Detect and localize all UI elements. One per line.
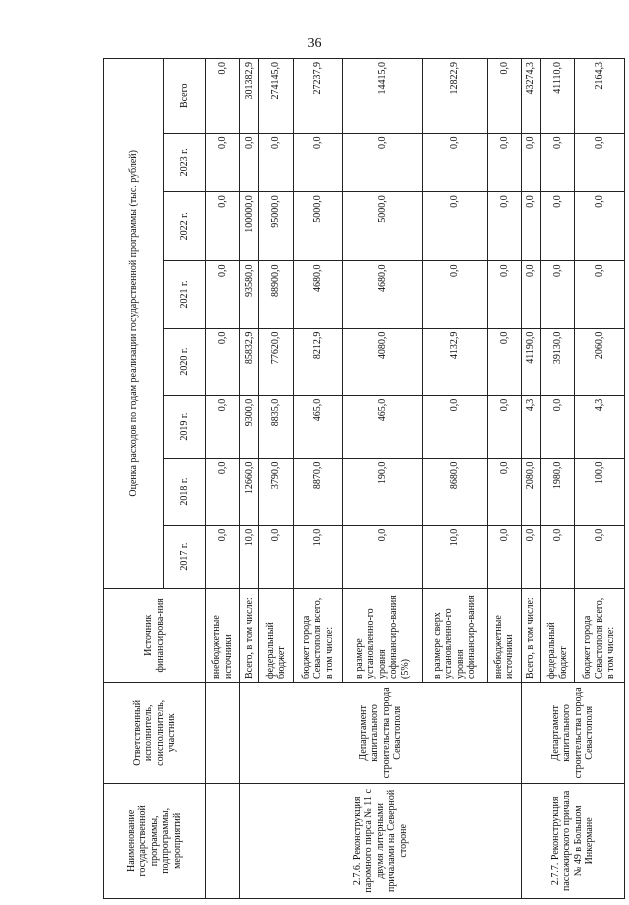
value-cell: 0,0	[521, 525, 540, 588]
value-cell: 0,0	[541, 192, 575, 261]
source-cell: внебюджетные источники	[206, 588, 240, 682]
value-cell: 9300,0	[240, 395, 259, 458]
value-cell: 8680,0	[423, 458, 488, 525]
value-cell: 93580,0	[240, 261, 259, 328]
value-cell: 0,0	[575, 133, 625, 192]
value-cell: 41190,0	[521, 328, 540, 395]
total-cell: 27237,9	[293, 59, 342, 134]
value-cell: 0,0	[521, 192, 540, 261]
header-executor: Ответственный исполнитель, соисполнитель, участник	[104, 682, 206, 783]
value-cell: 10,0	[293, 525, 342, 588]
source-cell: федеральный бюджет	[541, 588, 575, 682]
value-cell: 0,0	[541, 395, 575, 458]
value-cell: 0,0	[487, 328, 521, 395]
source-cell: внебюджетные источники	[487, 588, 521, 682]
value-cell: 5000,0	[343, 192, 423, 261]
header-year: 2017 г.	[164, 525, 206, 588]
header-name: Наименование государственной программы, подпрограммы, мероприятий	[104, 783, 206, 898]
value-cell: 0,0	[240, 133, 259, 192]
header-year: 2018 г.	[164, 458, 206, 525]
total-cell: 2164,3	[575, 59, 625, 134]
value-cell: 88900,0	[259, 261, 293, 328]
executor-cell: Департамент капитального строительства города Севастополя	[240, 682, 522, 783]
value-cell: 0,0	[206, 328, 240, 395]
expenditure-table	[103, 58, 625, 899]
value-cell: 4680,0	[343, 261, 423, 328]
value-cell: 4,3	[575, 395, 625, 458]
value-cell: 0,0	[206, 133, 240, 192]
value-cell: 5000,0	[293, 192, 342, 261]
value-cell: 0,0	[206, 395, 240, 458]
value-cell: 10,0	[423, 525, 488, 588]
value-cell: 0,0	[487, 192, 521, 261]
value-cell: 2080,0	[521, 458, 540, 525]
value-cell: 4080,0	[343, 328, 423, 395]
value-cell: 0,0	[541, 133, 575, 192]
table-row	[206, 59, 240, 899]
value-cell: 0,0	[423, 395, 488, 458]
source-cell: в размере установленно-го уровня софинансиро-вания (5%)	[343, 588, 423, 682]
value-cell: 4,3	[521, 395, 540, 458]
source-cell: Всего, в том числе:	[521, 588, 540, 682]
rotated-table-container	[103, 58, 625, 899]
value-cell: 95000,0	[259, 192, 293, 261]
value-cell: 0,0	[487, 395, 521, 458]
total-cell: 301382,9	[240, 59, 259, 134]
value-cell: 0,0	[259, 133, 293, 192]
value-cell: 1980,0	[541, 458, 575, 525]
program-name-cell	[206, 783, 240, 898]
total-cell: 41110,0	[541, 59, 575, 134]
value-cell: 0,0	[487, 525, 521, 588]
value-cell: 77620,0	[259, 328, 293, 395]
table-wrapper	[103, 58, 625, 899]
value-cell: 100000,0	[240, 192, 259, 261]
executor-cell: Департамент капитального строительства города Севастополя	[521, 682, 624, 783]
program-name-cell: 2.7.7. Реконструкция пассажирского причала № 49 в Большом Инкермане	[521, 783, 624, 898]
header-estimate: Оценка расходов по годам реализации государственной программы (тыс. рублей)	[104, 59, 164, 589]
value-cell: 0,0	[575, 261, 625, 328]
value-cell: 100,0	[575, 458, 625, 525]
total-cell: 43274,3	[521, 59, 540, 134]
page-number: 36	[307, 36, 322, 51]
value-cell: 2060,0	[575, 328, 625, 395]
value-cell: 0,0	[423, 192, 488, 261]
value-cell: 0,0	[206, 525, 240, 588]
value-cell: 0,0	[293, 133, 342, 192]
value-cell: 0,0	[521, 261, 540, 328]
total-cell: 0,0	[206, 59, 240, 134]
value-cell: 12660,0	[240, 458, 259, 525]
header-year: 2021 г.	[164, 261, 206, 328]
header-year: 2020 г.	[164, 328, 206, 395]
value-cell: 8835,0	[259, 395, 293, 458]
header-year: 2022 г.	[164, 192, 206, 261]
value-cell: 0,0	[487, 133, 521, 192]
source-cell: бюджет города Севастополя всего, в том числе:	[575, 588, 625, 682]
total-cell: 14415,0	[343, 59, 423, 134]
value-cell: 0,0	[521, 133, 540, 192]
table-row	[240, 59, 259, 899]
value-cell: 0,0	[343, 133, 423, 192]
value-cell: 465,0	[343, 395, 423, 458]
total-cell: 0,0	[487, 59, 521, 134]
header-total: Всего	[164, 59, 206, 134]
value-cell: 0,0	[259, 525, 293, 588]
source-cell: бюджет города Севастополя всего, в том числе:	[293, 588, 342, 682]
header-source: Источник финансирова-ния	[104, 588, 206, 682]
value-cell: 190,0	[343, 458, 423, 525]
value-cell: 4680,0	[293, 261, 342, 328]
executor-cell	[206, 682, 240, 783]
source-cell: Всего, в том числе:	[240, 588, 259, 682]
value-cell: 0,0	[541, 261, 575, 328]
value-cell: 0,0	[575, 192, 625, 261]
value-cell: 85832,9	[240, 328, 259, 395]
value-cell: 0,0	[206, 261, 240, 328]
value-cell: 4132,9	[423, 328, 488, 395]
value-cell: 0,0	[206, 458, 240, 525]
value-cell: 3790,0	[259, 458, 293, 525]
value-cell: 8870,0	[293, 458, 342, 525]
total-cell: 12822,9	[423, 59, 488, 134]
value-cell: 0,0	[423, 261, 488, 328]
value-cell: 10,0	[240, 525, 259, 588]
value-cell: 39130,0	[541, 328, 575, 395]
value-cell: 0,0	[487, 458, 521, 525]
value-cell: 8212,9	[293, 328, 342, 395]
table-row	[521, 59, 540, 899]
source-cell: в размере сверх установленно-го уровня софинансиро-вания	[423, 588, 488, 682]
value-cell: 0,0	[206, 192, 240, 261]
value-cell: 0,0	[423, 133, 488, 192]
source-cell: федеральный бюджет	[259, 588, 293, 682]
value-cell: 0,0	[487, 261, 521, 328]
value-cell: 0,0	[575, 525, 625, 588]
value-cell: 0,0	[541, 525, 575, 588]
program-name-cell: 2.7.6. Реконструкция паромного пирса № 11 с двумя литерными причалами на Северной стороне	[240, 783, 522, 898]
header-year: 2019 г.	[164, 395, 206, 458]
header-year: 2023 г.	[164, 133, 206, 192]
value-cell: 465,0	[293, 395, 342, 458]
value-cell: 0,0	[343, 525, 423, 588]
total-cell: 274145,0	[259, 59, 293, 134]
